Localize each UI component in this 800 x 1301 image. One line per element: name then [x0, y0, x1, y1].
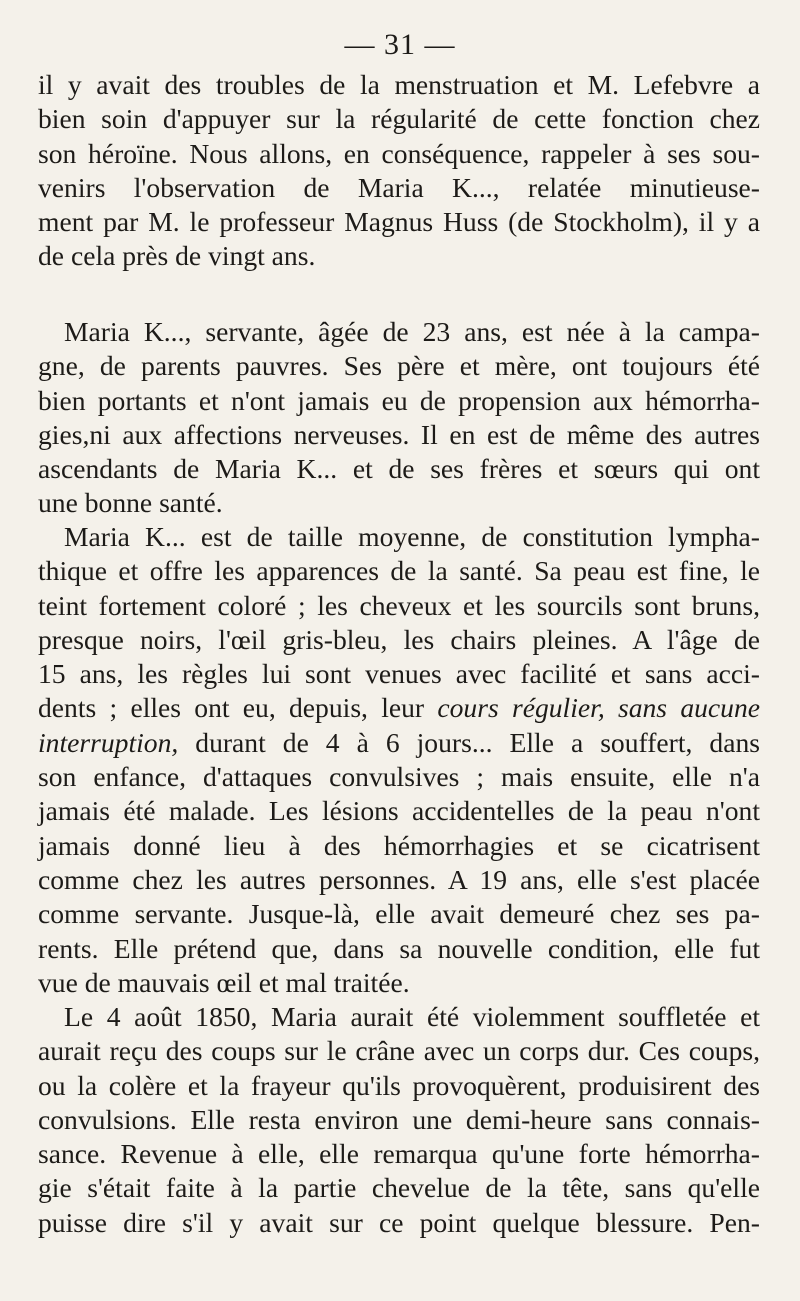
text-line	[38, 726, 760, 760]
text-line: gne, de parents pauvres. Ses père et mère, ont toujours été	[38, 350, 760, 382]
text-line: de cela près de vingt ans.	[38, 240, 316, 272]
text-line	[38, 691, 760, 725]
text-run: dents ; elles ont eu, depuis, leur	[38, 692, 438, 724]
italic-run: interruption,	[38, 726, 179, 758]
text-line: jamais été malade. Les lésions accidentelles de la peau n'ont	[38, 795, 760, 827]
text-line: presque noirs, l'œil gris-bleu, les chairs pleines. A l'âge de	[38, 623, 760, 655]
text-line: son héroïne. Nous allons, en conséquence, rappeler à ses sou-	[38, 137, 760, 169]
text-line: jamais donné lieu à des hémorrhagies et se cicatrisent	[38, 829, 760, 861]
paragraph-2	[38, 315, 760, 521]
text-line: venirs l'observation de Maria K..., relatée minutieuse-	[38, 171, 760, 203]
italic-run: cours régulier, sans aucune	[437, 692, 760, 724]
paragraph-1	[38, 68, 760, 274]
text-line: puisse dire s'il y avait sur ce point quelque blessure. Pen-	[38, 1206, 760, 1238]
text-line: ascendants de Maria K... et de ses frères et sœurs qui ont	[38, 453, 760, 485]
text-line: 15 ans, les règles lui sont venues avec facilité et sans acci-	[38, 658, 760, 690]
text-line: aurait reçu des coups sur le crâne avec un corps dur. Ces coups,	[38, 1035, 760, 1067]
text-line: son enfance, d'attaques convulsives ; mais ensuite, elle n'a	[38, 761, 760, 793]
text-line: comme chez les autres personnes. A 19 ans, elle s'est placée	[38, 863, 760, 895]
text-line: rents. Elle prétend que, dans sa nouvelle condition, elle fut	[38, 932, 760, 964]
text-line: Maria K..., servante, âgée de 23 ans, est née à la campa-	[64, 316, 760, 347]
text-line: vue de mauvais œil et mal traitée.	[38, 966, 410, 998]
text-line: ou la colère et la frayeur qu'ils provoquèrent, produisirent des	[38, 1069, 760, 1101]
text-line: bien portants et n'ont jamais eu de propension aux hémorrha-	[38, 384, 760, 416]
text-line: gie s'était faite à la partie chevelue de la tête, sans qu'elle	[38, 1172, 760, 1204]
text-line: gies,ni aux affections nerveuses. Il en est de même des autres	[38, 418, 760, 450]
text-line: Le 4 août 1850, Maria aurait été violemment souffletée et	[64, 1001, 760, 1032]
text-line: ment par M. le professeur Magnus Huss (de Stockholm), il y a	[38, 206, 760, 238]
text-line: une bonne santé.	[38, 487, 223, 519]
text-run: durant de 4 à 6 jours... Elle a souffert, dans	[178, 726, 760, 758]
text-line: il y avait des troubles de la menstruation et M. Lefebvre a	[38, 69, 760, 100]
paragraph-4	[38, 1000, 760, 1240]
page-number: — 31 —	[344, 28, 456, 61]
text-line: comme servante. Jusque-là, elle avait demeuré chez ses pa-	[38, 898, 760, 930]
text-line: bien soin d'appuyer sur la régularité de cette fonction chez	[38, 103, 760, 135]
paragraph-3	[38, 520, 760, 1000]
text-line: thique et offre les apparences de la santé. Sa peau est fine, le	[38, 555, 760, 587]
text-line: sance. Revenue à elle, elle remarqua qu'une forte hémorrha-	[38, 1138, 760, 1170]
text-line: teint fortement coloré ; les cheveux et les sourcils sont bruns,	[38, 589, 760, 621]
text-line: Maria K... est de taille moyenne, de constitution lympha-	[64, 521, 760, 552]
text-line: convulsions. Elle resta environ une demi-heure sans connais-	[38, 1103, 760, 1135]
